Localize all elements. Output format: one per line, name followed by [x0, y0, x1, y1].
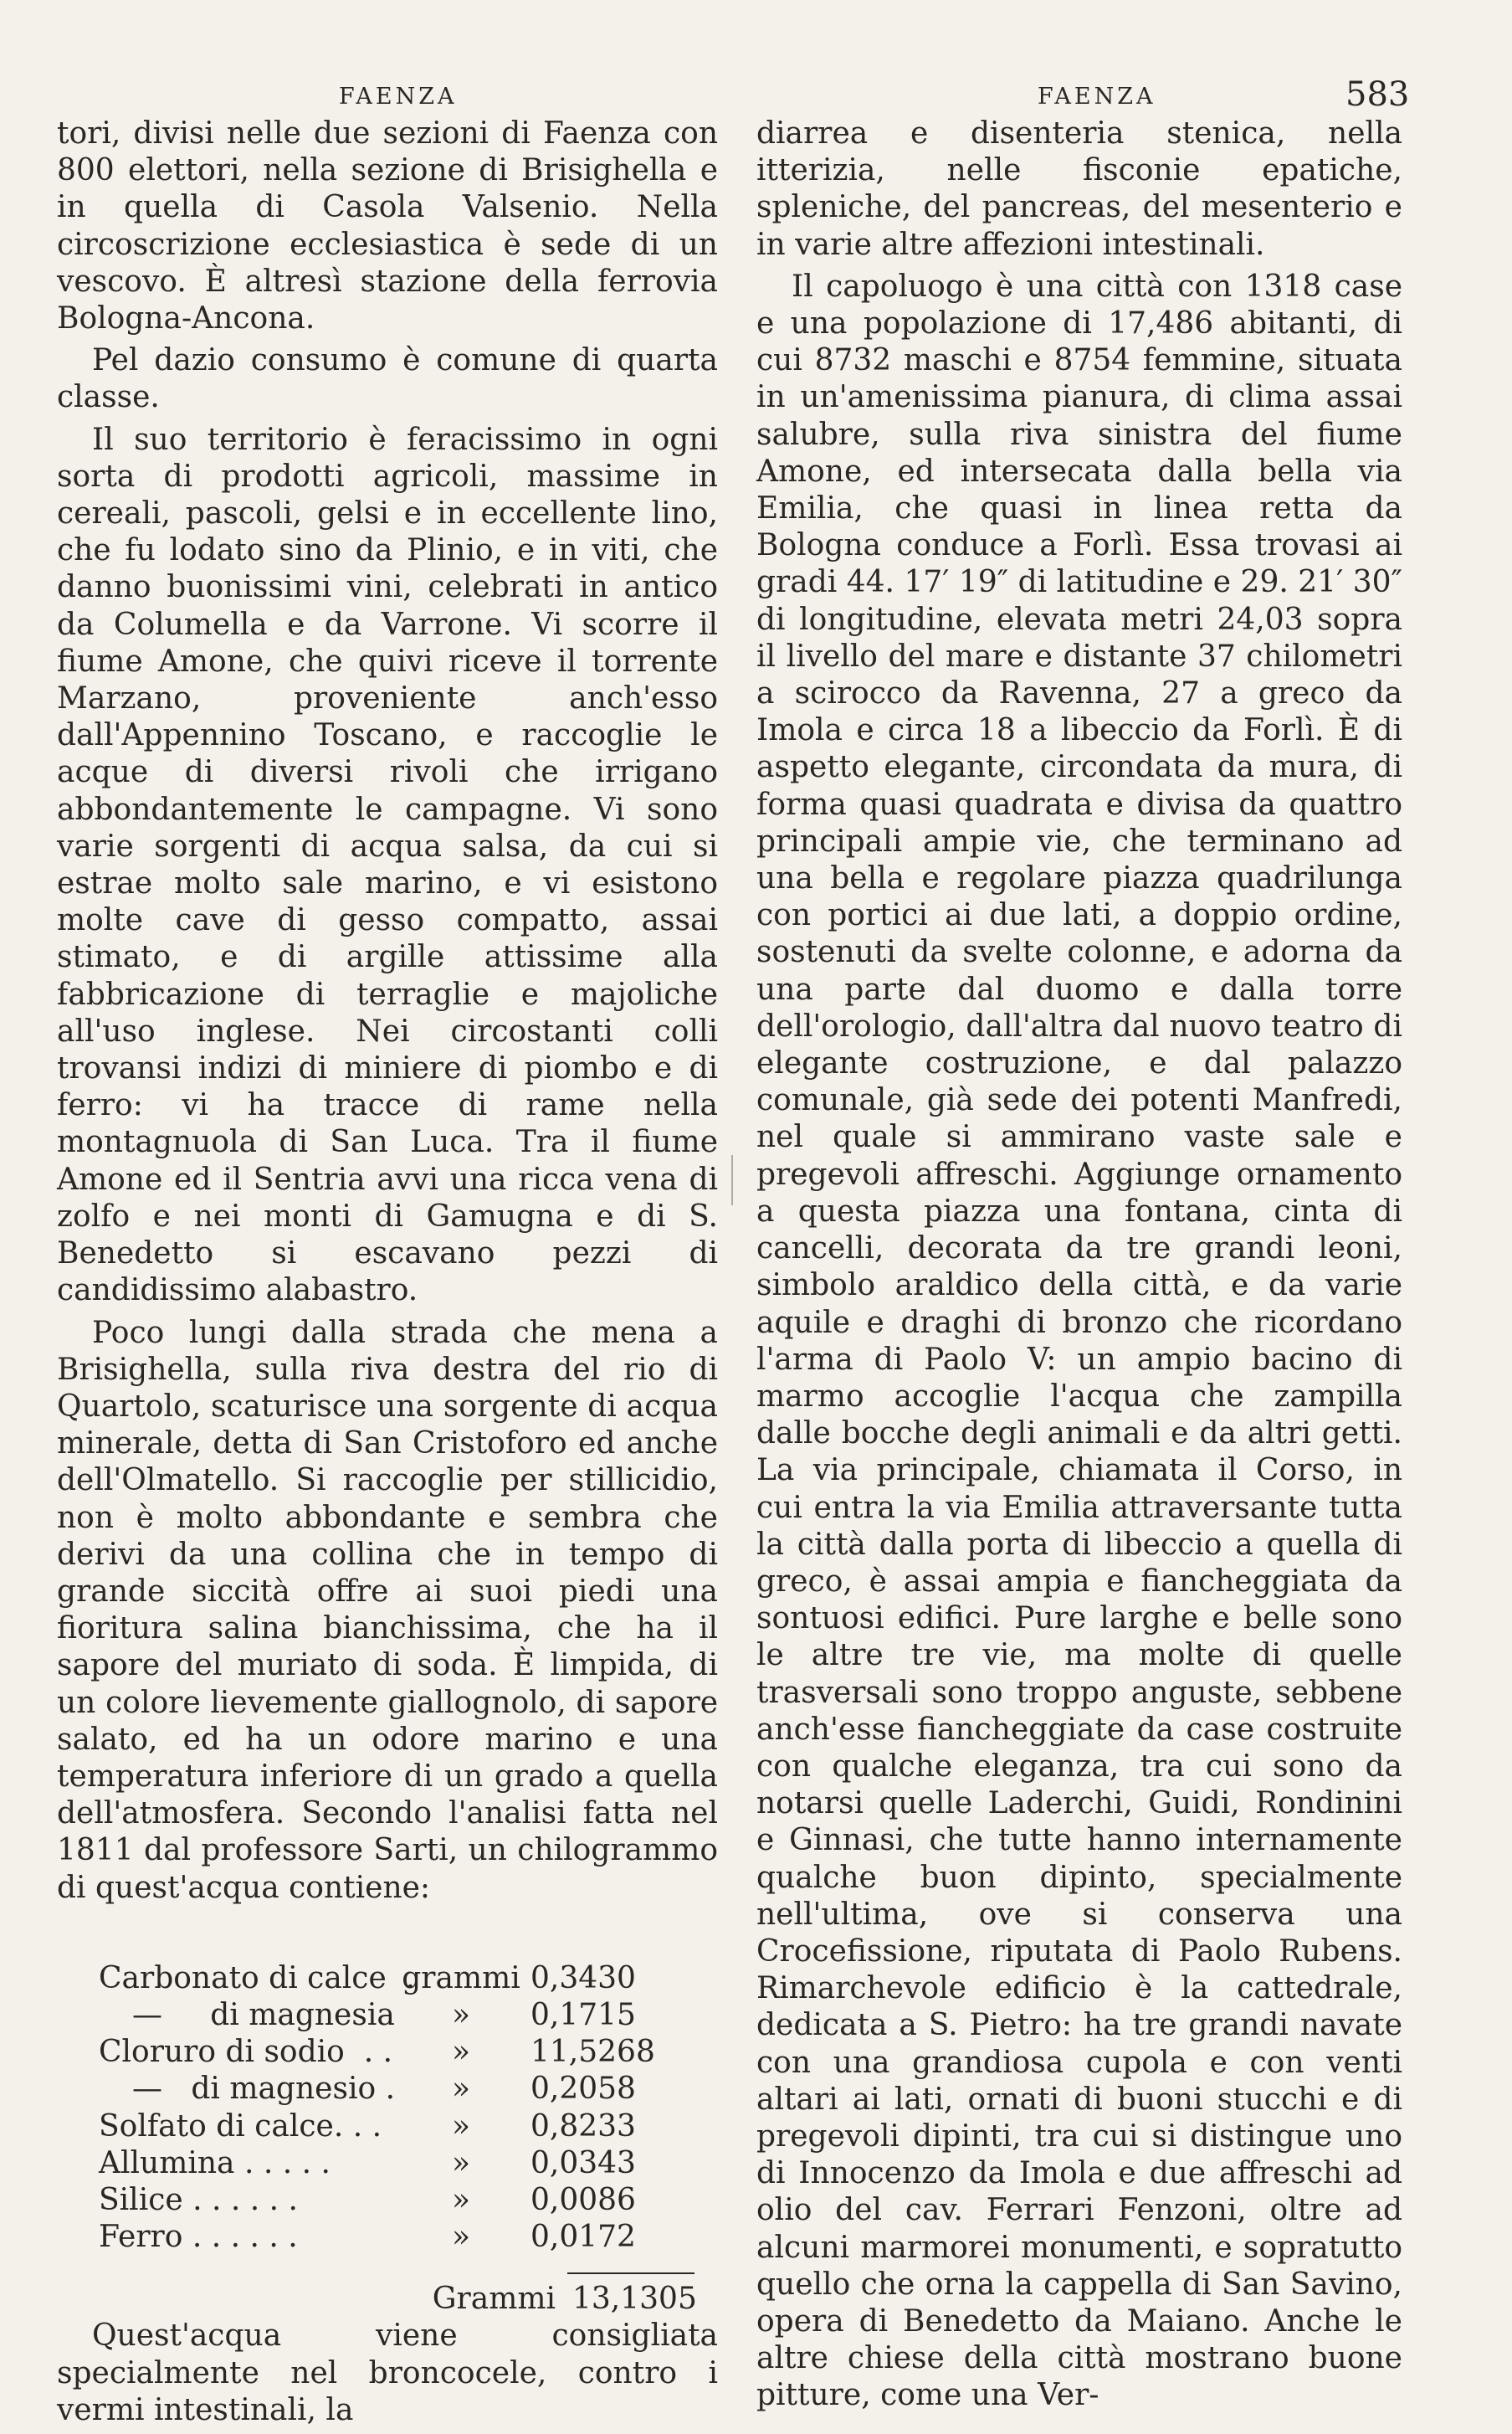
- unit: »: [451, 2072, 471, 2107]
- mineral-name: Allumina . . . . .: [99, 2145, 331, 2180]
- mineral-name: — di magnesio .: [132, 2072, 396, 2107]
- total-rule: [567, 2272, 694, 2274]
- paragraph: Quest'acqua viene consigliata specialmente nel broncocele, contro i vermi intestinali, la: [57, 2318, 718, 2427]
- table-total-row: [57, 2281, 718, 2318]
- paragraph: Poco lungi dalla strada che mena a Brisighella, sulla riva destra del rio di Quartolo, scaturisce una sorgente di acqua minerale, detta di San Cristoforo ed anche dell'Olmatello. Si raccoglie per stillicidio, non è molto abbondante e sembra che derivi da una collina che in tempo di grande siccità offre ai suoi piedi una fioritura salina bianchissima, che ha il sapore del muriato di soda. È limpida, di un colore lievemente giallognolo, di sapore salato, ed ha un odore marino e una temperatura inferiore di un grado a quella dell'atmosfera. Secondo l'analisi fatta nel 1811 dal professore Sarti, un chilogrammo di quest'acqua contiene:: [57, 1315, 718, 1905]
- right-column: [756, 116, 1402, 2420]
- column-divider-mark: [731, 1155, 733, 1205]
- mineral-name: Silice . . . . . .: [99, 2182, 298, 2217]
- mineral-analysis-table: [57, 1960, 718, 2318]
- paragraph: Il capoluogo è una città con 1318 case e una popolazione di 17,486 abitanti, di cui 8732 maschi e 8754 femmine, situata in un'amenissima pianura, di clima assai salubre, sulla riva sinistra del fiume Amone, ed intersecata dalla bella via Emilia, che quasi in linea retta da Bologna conduce a Forlì. Essa trovasi ai gradi 44. 17′ 19″ di latitudine e 29. 21′ 30″ di longitudine, elevata metri 24,03 sopra il livello del mare e distante 37 chilometri a scirocco da Ravenna, 27 a greco da Imola e circa 18 a libeccio da Forlì. È di aspetto elegante, circondata da mura, di forma quasi quadrata e divisa da quattro principali ampie vie, che terminano ad una bella e regolare piazza quadrilunga con portici ai due lati, a doppio ordine, sostenuti da svelte colonne, e adorna da una parte dal duomo e dalla torre dell'orologio, dall'altra dal nuovo teatro di elegante costruzione, e dal palazzo comunale, già sede dei potenti Manfredi, nel quale si ammirano vaste sale e pregevoli affreschi. Aggiunge ornamento a questa piazza una fontana, cinta di cancelli, decorata da tre grandi leoni, simbolo araldico della città, e da varie aquile e draghi di bronzo che ricordano l'arma di Paolo V: un ampio bacino di marmo accoglie l'acqua che zampilla dalle bocche degli animali e da altri getti. La via principale, chiamata il Corso, in cui entra la via Emilia attraversante tutta la città dalla porta di libeccio a quella di greco, è assai ampia e fiancheggiata da sontuosi edifici. Pure larghe e belle sono le altre tre vie, ma molte di quelle trasversali sono troppo anguste, sebbene anch'esse fiancheggiate da case costruite con qualche eleganza, tra cui sono da notarsi quelle Laderchi, Guidi, Rondinini e Ginnasi, che tutte hanno internamente qualche buon dipinto, specialmente nell'ultima, ove si conserva una Crocefissione, riputata di Paolo Rubens. Rimarchevole edificio è la cattedrale, dedicata a S. Pietro: ha tre grandi navate con una grandiosa cupola e con venti altari ai lati, ornati di buoni stucchi e di pregevoli dipinti, tra cui si distingue uno di Innocenzo da Imola e due affreschi ad olio del cav. Ferrari Fenzoni, oltre ad alcuni marmorei monumenti, e sopratutto quello che orna la cappella di San Savino, opera di Benedetto da Maiano. Anche le altre chiese della città mostrano buone pitture, come una Ver-: [756, 269, 1402, 2413]
- unit: »: [451, 2108, 471, 2144]
- amount: 11,5268: [530, 2035, 655, 2070]
- paragraph: Pel dazio consumo è comune di quarta classe.: [57, 343, 718, 415]
- table-row: [57, 1997, 718, 2034]
- mineral-name: — di magnesia: [132, 1997, 395, 2032]
- unit: »: [451, 2035, 471, 2070]
- table-row: [57, 2219, 718, 2256]
- table-row: [57, 2108, 718, 2145]
- mineral-name: Cloruro di sodio . .: [99, 2035, 393, 2070]
- amount: 0,3430: [530, 1960, 636, 1995]
- table-row: [57, 2145, 718, 2182]
- amount: 0,0343: [530, 2145, 636, 2180]
- unit: »: [451, 1997, 471, 2032]
- amount: 0,8233: [530, 2108, 636, 2144]
- table-row: [57, 2071, 718, 2108]
- paragraph: Il suo territorio è feracissimo in ogni sorta di prodotti agricoli, massime in cereali, pascoli, gelsi e in eccellente lino, che fu lodato sino da Plinio, e in viti, che danno buonissimi vini, celebrati in antico da Columella e da Varrone. Vi scorre il fiume Amone, che quivi riceve il torrente Marzano, proveniente anch'esso dall'Appennino Toscano, e raccoglie le acque di diversi rivoli che irrigano abbondantemente le campagne. Vi sono varie sorgenti di acqua salsa, da cui si estrae molto sale marino, e vi esistono molte cave di gesso compatto, assai stimato, e di argille attissime alla fabbricazione di terraglie e majoliche all'uso inglese. Nei circostanti colli trovansi indizi di miniere di piombo e di ferro: vi ha tracce di rame nella montagnuola di San Luca. Tra il fiume Amone ed il Sentria avvi una ricca vena di zolfo e nei monti di Gamugna e di S. Benedetto si escavano pezzi di candidissimo alabastro.: [57, 422, 718, 1308]
- total-amount: 13,1305: [572, 2282, 697, 2317]
- amount: 0,2058: [530, 2072, 636, 2107]
- table-row: [57, 1960, 718, 1997]
- unit: grammi: [402, 1960, 520, 1995]
- mineral-name: Solfato di calce. . .: [99, 2108, 382, 2144]
- left-column: [57, 116, 718, 2434]
- table-row: [57, 2182, 718, 2219]
- unit: »: [451, 2220, 471, 2255]
- total-label: Grammi: [432, 2282, 556, 2317]
- unit: »: [451, 2145, 471, 2180]
- mineral-name: Ferro . . . . . .: [99, 2220, 298, 2255]
- page-number: 583: [1345, 75, 1410, 114]
- amount: 0,1715: [530, 1997, 636, 2032]
- paragraph: tori, divisi nelle due sezioni di Faenza con 800 elettori, nella sezione di Brisighella e in quella di Casola Valsenio. Nella circoscrizione ecclesiastica è sede di un vescovo. È altresì stazione della ferrovia Bologna-Ancona.: [57, 116, 718, 336]
- unit: »: [451, 2182, 471, 2217]
- mineral-name: Carbonato di calce .: [99, 1960, 416, 1995]
- running-head-left: FAENZA: [339, 84, 458, 110]
- paragraph: diarrea e disenteria stenica, nella itterizia, nelle fisconie epatiche, spleniche, del pancreas, del mesenterio e in varie altre affezioni intestinali.: [756, 116, 1402, 262]
- amount: 0,0172: [530, 2220, 636, 2255]
- running-head-right: FAENZA: [1038, 84, 1156, 110]
- amount: 0,0086: [530, 2182, 636, 2217]
- table-row: [57, 2034, 718, 2071]
